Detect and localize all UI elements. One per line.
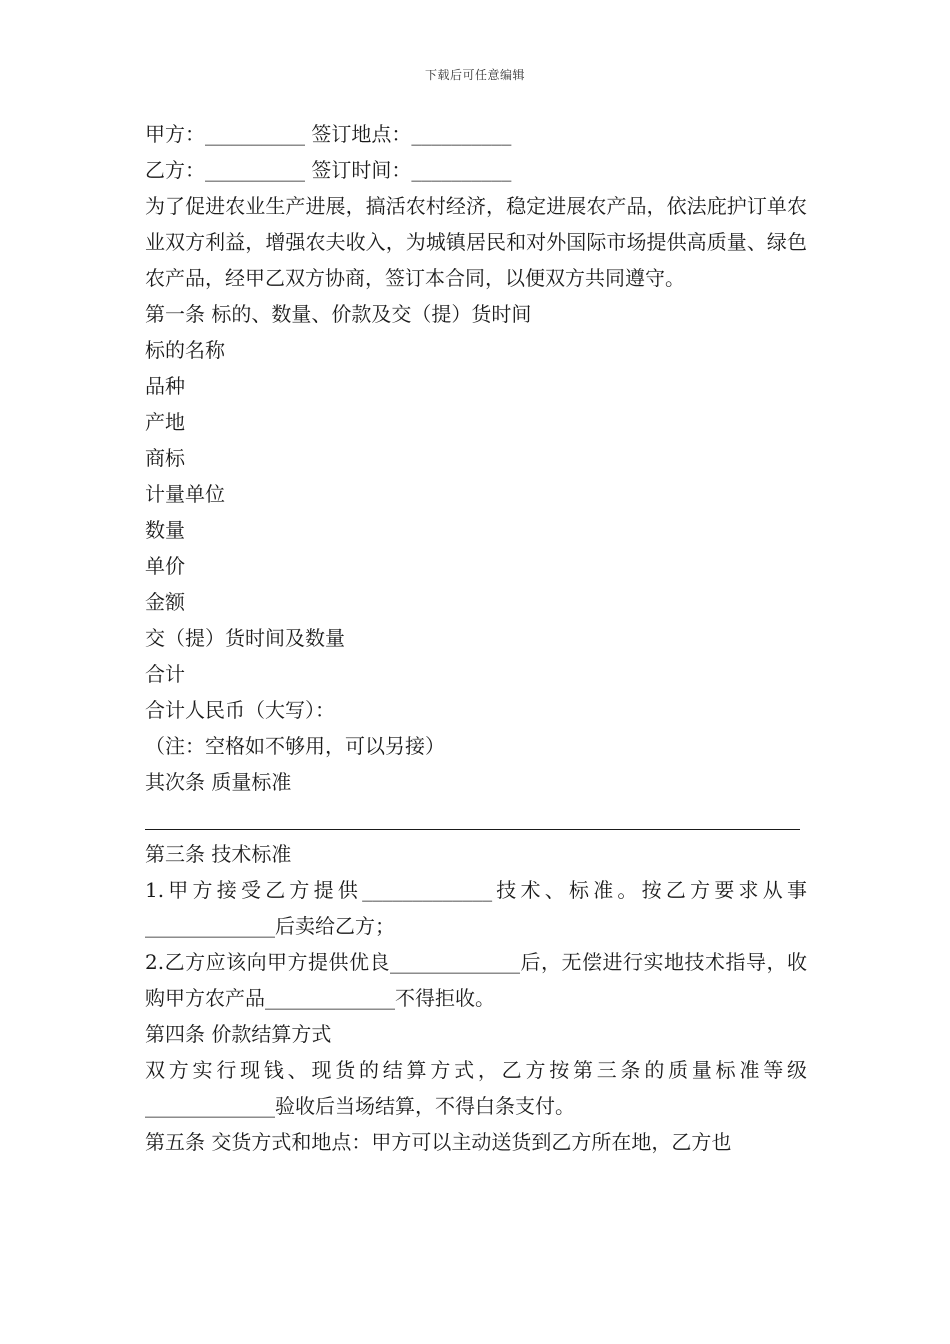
article-3-item-2: 2.乙方应该向甲方提供优良_____________后，无偿进行实地技术指导，收购甲方农产品_____________不得拒收。 (145, 950, 807, 1010)
field-quantity: 数量 (145, 518, 185, 542)
article-1-title: 第一条 标的、数量、价款及交（提）货时间 (145, 302, 532, 326)
page-header-note: 下载后可任意编辑 (424, 68, 525, 82)
field-amount: 金额 (145, 590, 185, 614)
party-a-line: 甲方：__________ 签订地点：__________ (145, 122, 512, 146)
field-total-rmb: 合计人民币（大写）： (145, 698, 335, 722)
field-unit: 计量单位 (145, 482, 225, 506)
party-b-line: 乙方：__________ 签订时间：__________ (145, 158, 512, 182)
intro-paragraph: 为了促进农业生产进展，搞活农村经济，稳定进展农产品，依法庇护订单农业双方利益，增强农夫收入，为城镇居民和对外国际市场提供高质量、绿色农产品，经甲乙双方协商，签订本合同，以便双方共同遵守。 (145, 194, 807, 290)
field-unit-price: 单价 (145, 554, 185, 578)
contract-body (145, 116, 807, 1160)
field-trademark: 商标 (145, 446, 185, 470)
article-3-item-1: 1.甲方接受乙方提供_____________技术、标准。按乙方要求从事_____________后卖给乙方； (145, 878, 807, 938)
field-variety: 品种 (145, 374, 185, 398)
field-delivery-time: 交（提）货时间及数量 (145, 626, 345, 650)
article-4-text: 双方实行现钱、现货的结算方式，乙方按第三条的质量标准等级_____________验收后当场结算，不得白条支付。 (145, 1058, 807, 1118)
field-subject-name: 标的名称 (145, 338, 225, 362)
field-total: 合计 (145, 662, 185, 686)
field-note: （注：空格如不够用，可以另接） (145, 734, 445, 758)
field-origin: 产地 (145, 410, 185, 434)
article-2-title: 其次条 质量标准 (145, 770, 292, 794)
article-4-title: 第四条 价款结算方式 (145, 1022, 332, 1046)
article-3-title: 第三条 技术标准 (145, 842, 292, 866)
article-5-text: 第五条 交货方式和地点：甲方可以主动送货到乙方所在地，乙方也 (145, 1130, 732, 1154)
quality-standard-blank-line (145, 800, 807, 836)
